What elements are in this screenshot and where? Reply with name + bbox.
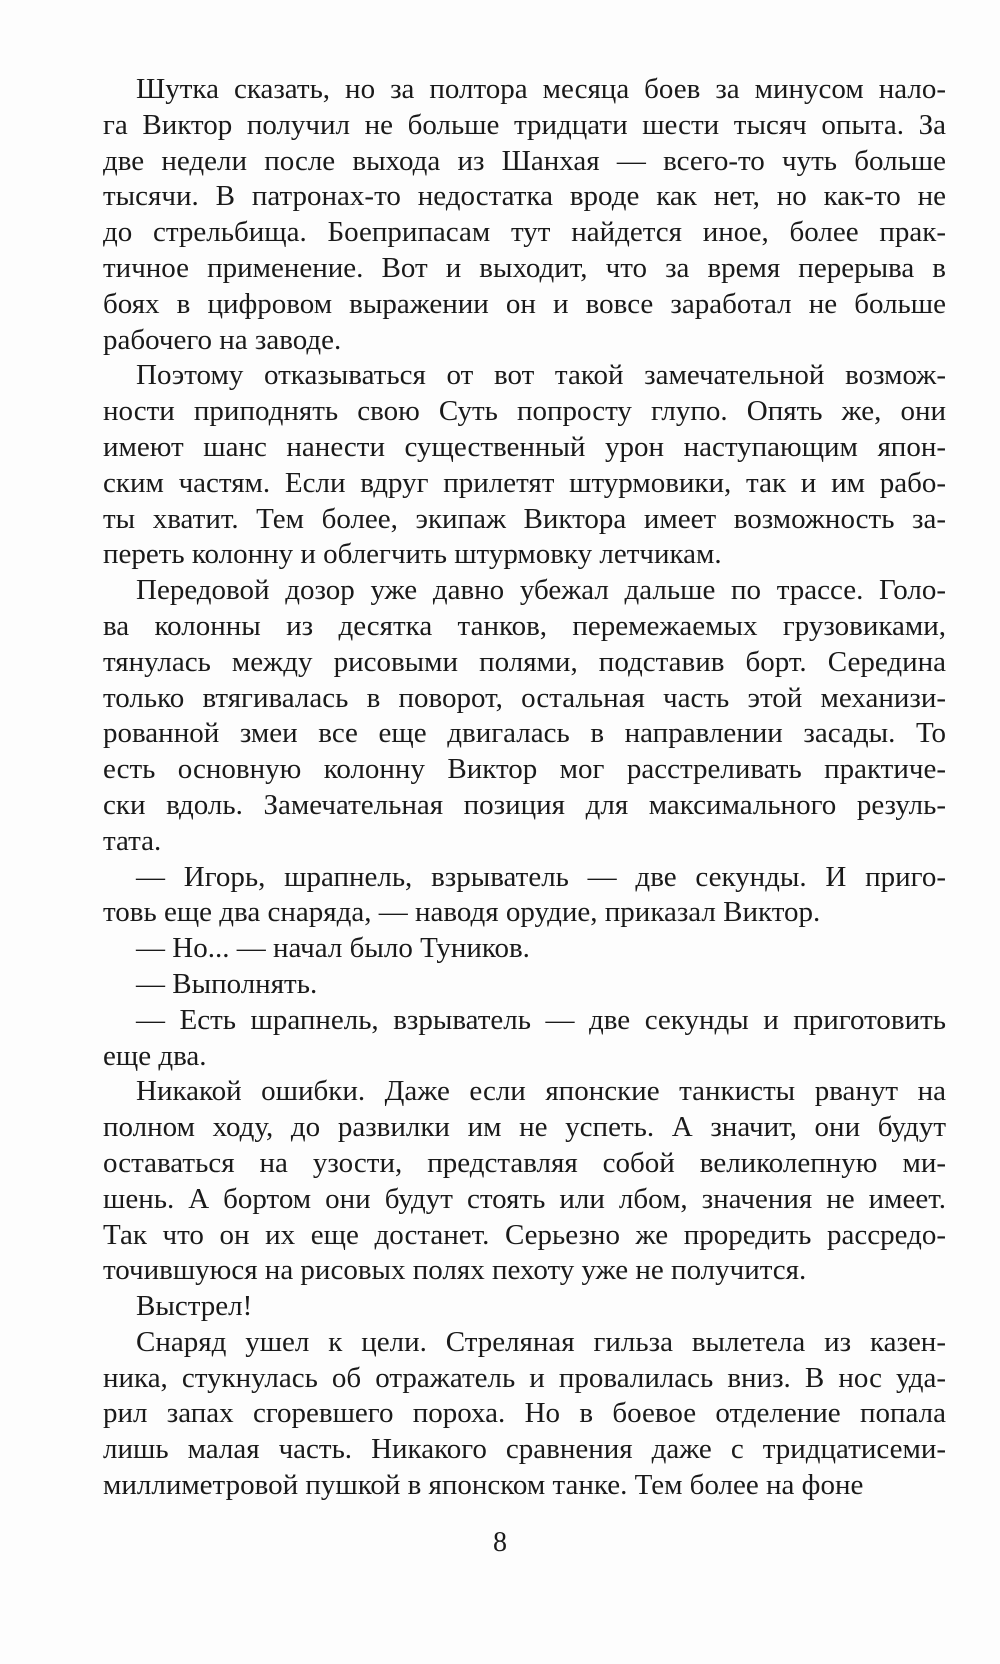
text-line: до стрельбища. Боеприпасам тут найдется иное, более прак- bbox=[103, 216, 946, 249]
text-line: га Виктор получил не больше тридцати шести тысяч опыта. За bbox=[103, 108, 946, 141]
text-line: боях в цифровом выражении он и вовсе заработал не больше bbox=[103, 287, 946, 320]
text-line: ва колонны из десятка танков, перемежаемых грузовиками, bbox=[103, 609, 946, 642]
paragraph bbox=[103, 860, 946, 932]
paragraph bbox=[103, 1289, 946, 1325]
text-line: Так что он их еще достанет. Серьезно же проредить рассредо- bbox=[103, 1218, 946, 1251]
paragraph bbox=[103, 1325, 946, 1504]
text-line: — Но... — начал было Туников. bbox=[136, 932, 530, 965]
text-line: полном ходу, до развилки им не успеть. А значит, они будут bbox=[103, 1111, 946, 1144]
paragraph bbox=[103, 358, 946, 573]
text-line: лишь малая часть. Никакого сравнения даже с тридцатисеми- bbox=[103, 1433, 946, 1466]
paragraph bbox=[103, 1074, 946, 1289]
text-line: ски вдоль. Замечательная позиция для максимального резуль- bbox=[103, 788, 946, 821]
text-line: рил запах сгоревшего пороха. Но в боевое отделение попала bbox=[103, 1397, 946, 1430]
paragraph bbox=[103, 931, 946, 967]
text-line: тата. bbox=[103, 824, 162, 857]
text-line: — Есть шрапнель, взрыватель — две секунды и приготовить bbox=[136, 1003, 946, 1036]
text-line: — Игорь, шрапнель, взрыватель — две секунды. И приго- bbox=[136, 860, 946, 893]
text-line: тысячи. В патронах-то недостатка вроде как нет, но как-то не bbox=[103, 180, 946, 213]
text-line: ским частям. Если вдруг прилетят штурмовики, так и им рабо- bbox=[103, 466, 946, 499]
text-line: Передовой дозор уже давно убежал дальше по трассе. Голо- bbox=[136, 574, 946, 607]
paragraph bbox=[103, 1003, 946, 1075]
paragraph bbox=[103, 573, 946, 859]
text-line: имеют шанс нанести существенный урон наступающим япон- bbox=[103, 430, 946, 463]
page-number: 8 bbox=[493, 1527, 507, 1558]
text-line: тянулась между рисовыми полями, подставив борт. Середина bbox=[103, 645, 946, 678]
text-line: оставаться на узости, представляя собой великолепную ми- bbox=[103, 1146, 946, 1179]
text-line: только втягивалась в поворот, остальная часть этой механизи- bbox=[103, 681, 946, 714]
text-line: две недели после выхода из Шанхая — всего-то чуть больше bbox=[103, 144, 946, 177]
text-line: ности приподнять свою Суть попросту глупо. Опять же, они bbox=[103, 395, 946, 428]
text-line: Выстрел! bbox=[136, 1290, 253, 1323]
text-line: миллиметровой пушкой в японском танке. Тем более на фоне bbox=[103, 1469, 864, 1502]
text-line: — Выполнять. bbox=[136, 967, 318, 1000]
text-line: переть колонну и облегчить штурмовку летчикам. bbox=[103, 538, 722, 571]
text-line: шень. А бортом они будут стоять или лбом, значения не имеет. bbox=[103, 1182, 946, 1215]
text-line: точившуюся на рисовых полях пехоту уже не получится. bbox=[103, 1254, 807, 1287]
paragraph bbox=[103, 967, 946, 1003]
text-line: Никакой ошибки. Даже если японские танкисты рванут на bbox=[136, 1075, 946, 1108]
body-text bbox=[103, 72, 946, 1504]
text-line: товь еще два снаряда, — наводя орудие, приказал Виктор. bbox=[103, 896, 821, 929]
text-line: Снаряд ушел к цели. Стреляная гильза вылетела из казен- bbox=[136, 1325, 946, 1358]
text-line: ника, стукнулась об отражатель и провалилась вниз. В нос уда- bbox=[103, 1361, 946, 1394]
text-line: еще два. bbox=[103, 1039, 207, 1072]
text-line: рованной змеи все еще двигалась в направлении засады. То bbox=[103, 717, 946, 750]
paragraph bbox=[103, 72, 946, 358]
text-line: тичное применение. Вот и выходит, что за время перерыва в bbox=[103, 251, 946, 284]
text-line: Шутка сказать, но за полтора месяца боев за минусом нало- bbox=[136, 73, 946, 105]
text-line: ты хватит. Тем более, экипаж Виктора имеет возможность за- bbox=[103, 502, 946, 535]
text-line: рабочего на заводе. bbox=[103, 323, 342, 356]
text-line: есть основную колонну Виктор мог расстреливать практиче- bbox=[103, 753, 946, 786]
text-line: Поэтому отказываться от вот такой замечательной возмож- bbox=[136, 359, 946, 392]
